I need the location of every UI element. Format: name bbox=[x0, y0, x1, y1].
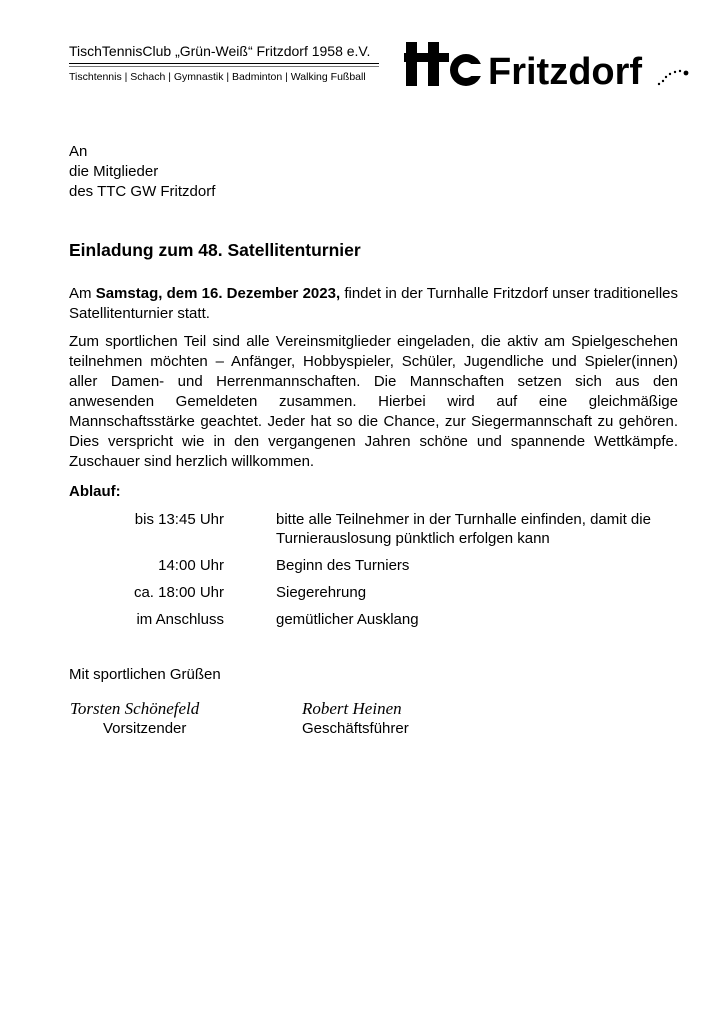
schedule-row bbox=[69, 583, 679, 602]
schedule-desc: Beginn des Turniers bbox=[276, 557, 410, 574]
schedule-desc: gemütlicher Ausklang bbox=[276, 611, 419, 628]
address-line: des TTC GW Fritzdorf bbox=[69, 183, 216, 200]
letter-body bbox=[69, 284, 678, 480]
schedule-time: bis 13:45 Uhr bbox=[134, 511, 224, 528]
intro-prefix: Am bbox=[69, 285, 96, 302]
schedule-time: im Anschluss bbox=[136, 611, 224, 628]
schedule-row bbox=[69, 610, 679, 629]
logo-trajectory-icon bbox=[658, 70, 689, 85]
closing-greeting: Mit sportlichen Grüßen bbox=[69, 666, 221, 683]
recipient-address bbox=[69, 142, 215, 202]
signature-manager: Robert Heinen bbox=[302, 699, 402, 718]
signature-chairman: Torsten Schönefeld bbox=[70, 699, 200, 718]
schedule-time: ca. 18:00 Uhr bbox=[133, 584, 224, 601]
schedule-desc: Siegerehrung bbox=[276, 584, 367, 601]
letter-title: Einladung zum 48. Satellitenturnier bbox=[69, 240, 361, 260]
address-line: die Mitglieder bbox=[69, 163, 159, 180]
address-line: An bbox=[69, 143, 88, 160]
ttc-fritzdorf-logo bbox=[404, 40, 694, 90]
schedule-row bbox=[69, 510, 679, 548]
schedule-heading: Ablauf: bbox=[69, 483, 121, 500]
role-manager: Geschäftsführer bbox=[302, 720, 409, 737]
role-chairman: Vorsitzender bbox=[103, 720, 187, 737]
header-divider bbox=[69, 63, 379, 64]
intro-rest: findet in der Turnhalle Fritzdorf unser traditionelles Satellitenturnier statt. bbox=[69, 285, 679, 322]
event-date: Samstag, dem 16. Dezember 2023, bbox=[95, 285, 341, 302]
club-name: TischTennisClub „Grün-Weiß“ Fritzdorf 1958 e.V. bbox=[69, 43, 371, 59]
logo-ball-icon bbox=[450, 54, 486, 86]
schedule-time: 14:00 Uhr bbox=[158, 557, 224, 574]
club-sports: Tischtennis | Schach | Gymnastik | Badminton | Walking Fußball bbox=[69, 71, 366, 83]
schedule-desc: bitte alle Teilnehmer in der Turnhalle einfinden, damit die Turnierauslosung pünktlich erfolgen kann bbox=[276, 511, 651, 547]
schedule-row bbox=[69, 556, 679, 575]
schedule-list bbox=[69, 510, 679, 637]
paragraph-details: Zum sportlichen Teil sind alle Vereinsmitglieder eingeladen, die aktiv am Spielgeschehen teilnehmen möchten – Anfänger, Hobbyspieler, Schüler, Jugendliche und Spieler(innen) aller Damen- und Herrenmannschaften. Die Mannschaften setzen sich aus den anwesenden Gemeldeten zusammen. Hierbei wird auf eine gleichmäßige Mannschaftsstärke geachtet. Jeder hat so die Chance, zur Siegermannschaft zu gehören. Dies verspricht wie in den vergangenen Jahren schöne und spannende Wettkämpfe. Zuschauer sind herzlich willkommen. bbox=[69, 333, 678, 470]
logo-tt-icon bbox=[404, 42, 449, 86]
header-divider-secondary bbox=[69, 66, 379, 67]
logo-text: Fritzdorf bbox=[488, 51, 643, 90]
paragraph-intro bbox=[69, 284, 678, 324]
